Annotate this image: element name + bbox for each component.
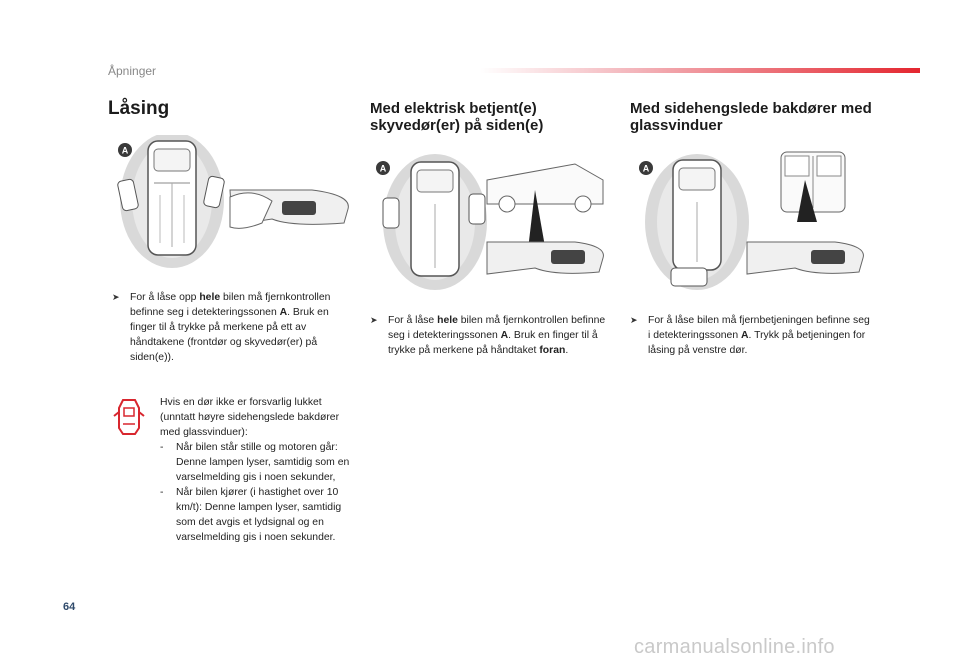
bullet-icon: ➤ [112, 292, 120, 302]
warning-intro: Hvis en dør ikke er forsvarlig lukket (unntatt høyre sidehengslede bakdører med glassvinduer): [160, 397, 340, 438]
bullet-icon: ➤ [370, 315, 378, 325]
title-locking: Låsing [108, 98, 170, 119]
instruction-hinged-rear: ➤ For å låse bilen må fjernbetjeningen befinne seg i detekteringssonen A. Trykk på betjeningen for låsing på venstre dør. [630, 315, 870, 356]
page-number: 64 [63, 601, 76, 613]
illustration-keyless-zone-front [112, 135, 352, 275]
bullet-icon: ➤ [630, 315, 638, 325]
door-open-warning-icon [113, 398, 145, 436]
svg-text:A: A [379, 163, 387, 174]
instruction-locking: ➤ For å låse opp hele bilen må fjernkontrollen befinne seg i detekteringssonen A. Bruk en finger til å trykke på merkene på ett av håndtakene (frontdør og skyvedør(er) på siden(e)). [112, 292, 331, 363]
svg-text:A: A [642, 163, 650, 174]
header-accent-line [480, 68, 920, 73]
illustration-keyless-zone-sliding [375, 150, 615, 295]
title-electric-sliding-doors: Med elektrisk betjent(e) skyvedør(er) på siden(e) [370, 100, 544, 134]
instruction-electric-sliding: ➤ For å låse hele bilen må fjernkontrollen befinne seg i detekteringssonen A. Bruk en finger til å trykke på merkene på håndtaket foran. [370, 315, 606, 356]
title-hinged-rear-doors: Med sidehengslede bakdører med glassvinduer [630, 100, 872, 134]
warning-text [160, 395, 355, 545]
section-label: Åpninger [108, 64, 157, 78]
svg-text:A: A [121, 145, 129, 156]
illustration-keyless-zone-rear [635, 150, 875, 295]
warning-item: - Når bilen står stille og motoren går: Denne lampen lyser, samtidig som en varselmelding gis i noen sekunder, [160, 442, 350, 483]
watermark: carmanualsonline.info [634, 636, 835, 658]
warning-item: - Når bilen kjører (i hastighet over 10 km/t): Denne lampen lyser, samtidig som det avgis et lydsignal og en varselmelding gis i noen sekunder. [160, 487, 342, 543]
